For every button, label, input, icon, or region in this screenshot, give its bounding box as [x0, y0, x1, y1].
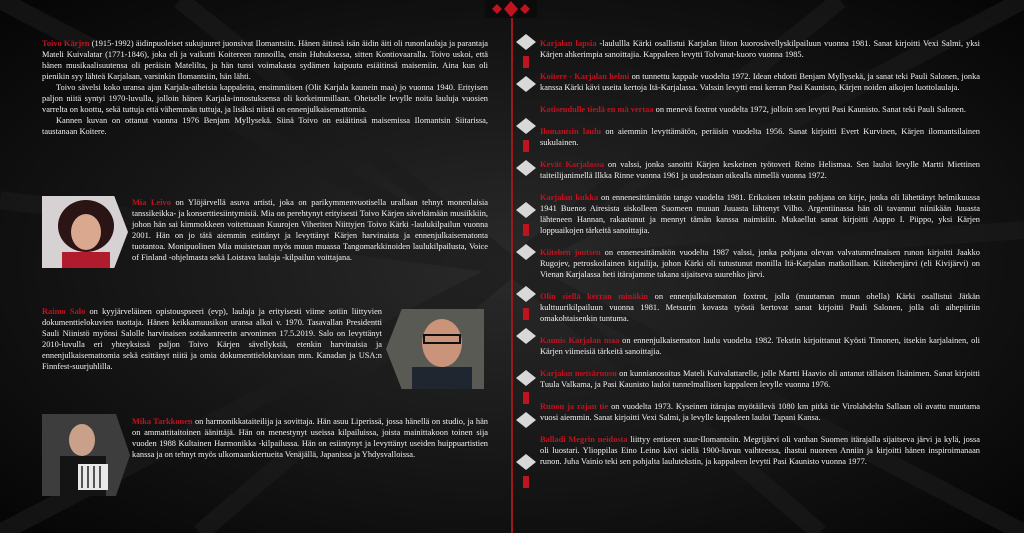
track-text: -laulullla Kärki osallistui Karjalan liiton kuorosävellyskilpailuun vuonna 1981. Sanat kirjoitti Vexi Salmi, yksi Kärjen ahkerimpia sanoittajia. Kappaleen levytti Tolvanat-kuoro vuonna 1985. — [540, 39, 980, 59]
track-title: Olin siellä kerran minäkin — [540, 292, 649, 301]
track-title: Karjalan lapsia — [540, 39, 597, 48]
track-note — [540, 335, 980, 357]
track-title: Kotiseudulle tiedä en mä vertaa — [540, 105, 654, 114]
track-note — [540, 104, 980, 115]
track-text: on kunnianosoitus Mateli Kuivalattarelle, jolle Martti Haavio oli antanut tällaisen lisänimen. Sanat kirjoitti Tuula Valkama, ja Pasi Kaunisto lauloi tunnelmallisen kappaleen levylle vuonna 1976. — [540, 369, 980, 389]
track-note — [540, 71, 980, 93]
track-text: on ennenjulkaisematon foxtrot, jolla (muutaman muun ohella) Kärki osallistui Jätkän kulttuurikilpailuun vuonna 1981. Metsurin kovasta työstä kertovat sanat kirjoitti Pauli Salonen, jolla oli aihepiiriin omakohtaisenkin tuntuma. — [540, 292, 980, 323]
raimo-salo-photo — [386, 309, 484, 389]
track-title: Kevät Karjalassa — [540, 160, 604, 169]
track-title: Runon ja rajan tie — [540, 402, 609, 411]
intro-text: Kannen kuvan on ottanut vuonna 1976 Benjam Myllysekä. Siinä Toivo on esiäitinsä maisemissa Ilomantsin Siitarissa, taustanaan Koitere. — [42, 116, 488, 136]
track-text: on vuodelta 1973. Kyseinen itärajaa myötäilevä 1080 km pitkä tie Virolahdelta Sallaan oli avattu muutama vuosi aiemmin. Sanat kirjoitti Vexi Salmi, ja levylle kappaleen lauloi Tapani Kansa. — [540, 402, 980, 422]
track-title: Ilomantsin laulu — [540, 127, 602, 136]
track-text: on ennenesittämätön vuodelta 1987 valssi, jonka pohjana olevan valvatunnelmaisen runon kirjoitti Jaakko Rugojev, petroskoilainen kirjailija, johon Kärki oli tutustunut monilla Itä-Karjalan matkoillaan. Kiitehenjärvi (eli Kivijärvi) on Vienan Karjalassa heti itärajamme takana sijaitseva suurehko järvi. — [540, 248, 980, 279]
bio-name: Mia Leivo — [132, 198, 171, 207]
ornament-icon — [485, 0, 537, 18]
track-title: Kiitehen joutsen — [540, 248, 601, 257]
mia-leivo-photo — [42, 196, 128, 268]
track-title: Karjalan metsäruusu — [540, 369, 617, 378]
track-text: on valssi, jonka sanoitti Kärjen keskeinen työtoveri Reino Helismaa. Sen lauloi levylle Martti Miettinen taiteilijanimellä Ilkka Rinne vuonna 1961 ja uudestaan oikealla nimellä vuonna 1972. — [540, 160, 980, 180]
track-title: Balladi Megrin neidosta — [540, 435, 628, 444]
mika-tarkkonen-photo — [42, 414, 130, 496]
portrait-icon — [386, 309, 484, 389]
bio-text: on harmonikkataiteilija ja sovittaja. Hän asuu Liperissä, jossa hänellä on studio, ja hän on ammattitaitoinen äänittäjä. Hän on menestynyt useissa kilpailuissa, joista mainittakoon toinen sija vuoden 1988 Kultainen Harmonikka -kilpailussa. Hän on esiintynyt ja levyttänyt useiden huippuartistien kanssa ja on tehnyt myös ulkomaankiertueita Venäjällä, Japanissa ja Yhdysvalloissa. — [132, 417, 488, 459]
track-text: on menevä foxtrot vuodelta 1972, jolloin sen levytti Pasi Kaunisto. Sanat teki Pauli Salonen. — [653, 105, 966, 114]
portrait-icon — [42, 414, 130, 496]
left-column — [42, 38, 488, 137]
track-notes — [540, 38, 980, 478]
track-text: liittyy entiseen suur-Ilomantsiin. Megrijärvi oli vanhan Suomen itärajalla sijaitseva järvi ja kylä, jossa oli luostari. Ylioppilas Eino Leino kävi siellä 1900-luvun vaihteessa, ihastui nuoreen Anniin ja kirjoitti hänen inspiroimanaan runon. Juha Vainio teki sen pohjalta laulutekstin, ja kappaleen levytti Pasi Kaunisto vuonna 1977. — [540, 435, 980, 466]
track-text: on tunnettu kappale vuodelta 1972. Idean ehdotti Benjam Myllysekä, ja sanat teki Pauli Salonen, jonka kanssa Kärki kävi useita kertoja Itä-Karjalassa. Valssin levytti ensi kerran Pasi Kaunisto, Kärjen noiden aikojen luottolaulaja. — [540, 72, 980, 92]
track-note — [540, 192, 980, 236]
portrait-icon — [42, 196, 128, 268]
track-note — [540, 38, 980, 60]
track-title: Karjalan kukka — [540, 193, 599, 202]
bio-mia-leivo — [132, 197, 488, 263]
bio-text: on Ylöjärvellä asuva artisti, joka on parikymmenvuotisella urallaan tehnyt monenlaisia tanssikeikka- ja konserttiesiintymisiä. Mia on perehtynyt erityisesti Toivo Kärjen säveltämään musiikkiin, johon hän sai kimmokkeen voitettuaan Kuurojen Viheriten Niittyjen Toivo Kärki -laulukilpailun vuonna 2001. Hän on jo tätä aiemmin esittänyt ja levyttänyt Kärjen harvinaista ja ennenjulkaisematonta tuotantoa. Monipuolinen Mia muistetaan myös muun muassa Tangomarkkinoiden laulukilpailusta, Voice of Finland -ohjelmasta sekä Loistava laulaja -kilpailun voittajana. — [132, 198, 488, 262]
intro-text: Toivo sävelsi koko uransa ajan Karjala-aiheisia kappaleita, ensimmäisen (Olit Karjala kaunein maa) jo vuonna 1940. Erityisen paljon niitä syntyi 1970-luvulla, jolloin hänen Karjala-innostuksensa oli korkeimmillaan. Oheiselle levylle noita lauluja vuosien varrelta on koottu, sekä tuttuja että vähemmän tuttuja, ja lisäksi niistä on ennenjulkaisemattomia. — [42, 83, 488, 114]
track-note — [540, 291, 980, 324]
track-note — [540, 401, 980, 423]
track-text: on aiemmin levyttämätön, peräisin vuodelta 1956. Sanat kirjoitti Evert Kurvinen, Kärjen ilomantsilainen sukulainen. — [540, 127, 980, 147]
intro-text: (1915-1992) äidinpuoleiset sukujuuret juonsivat Ilomantsiin. Hänen äitinsä isän äidin äiti oli runonlaulaja ja parantaja Mateli Kuivalatar (1771-1846), joka eli ja vaikutti Koitereen rannoilla, ensin Huhuksessa, sitten Kontiovaaralla. Toivo uskoi, että hänen musikaalisuutensa oli peräisin Matelilta, ja hän tunsi voimakasta sydämen kaipuuta esiäitinsä maisemiin. Aina kun oli pienikin syy lähteä Karjalaan, varsinkin Ilomantsiin, hän lähti. — [42, 39, 488, 81]
spine-pattern-icon — [512, 34, 540, 494]
track-note — [540, 368, 980, 390]
bio-text: on kyyjärveläinen opistouspseeri (evp), laulaja ja erityisesti viime sotiin liittyvien dokumenttielokuvien tuottaja. Hänen keikkamuusikon uransa alkoi v. 1970. Tasavallan Presidentti Sauli Niinistö myönsi Salolle harvinaisen sotakamreerin arvonimen 17.5.2019. Salo on levyttänyt 2010-luvulla eri yhteyksissä paljon Toivo Kärjen sävellyksiä, etenkin harvinaisia ja ennenjulkaisemattomia sekä esittänyt niitä ja omia dokumenttielokuviaan mm. Kanadan ja USA:n Finnfest-suurjuhlilla. — [42, 307, 382, 371]
bio-name: Mika Tarkkonen — [132, 417, 193, 426]
track-note — [540, 434, 980, 467]
bio-name: Raimo Salo — [42, 307, 86, 316]
intro-paragraph-2 — [42, 82, 488, 115]
track-title: Koitere - Karjalan helmi — [540, 72, 630, 81]
track-note — [540, 126, 980, 148]
track-text: on ennenjulkaisematon laulu vuodelta 1982. Tekstin kirjoittanut Kyösti Timonen, itsekin karjalainen, oli Kärjen viimeisiä tärkeitä sanoittajia. — [540, 336, 980, 356]
intro-paragraph-1 — [42, 38, 488, 82]
track-note — [540, 159, 980, 181]
track-text: on ennenesittämätön tango vuodelta 1981. Erikoisen tekstin pohjana on kirje, jonka oli lähettänyt helmikuussa 1941 Buenos Airesista siskolleen Suomeen muuan Juuasta lähtenyt Vilho. Argentiinassa hän oli tavannut niinikään Juuasta lähteneen Hannan, rakastunut ja mennyt tämän kanssa naimisiin. Mukaellut sanat kirjoitti Aappo I. Piippo, yksi Kärjen loppuaikojen tärkeitä sanoittajia. — [540, 193, 980, 235]
track-title: Kaunis Karjalan maa — [540, 336, 620, 345]
intro-paragraph-3 — [42, 115, 488, 137]
bio-mika-tarkkonen — [132, 416, 488, 460]
track-note — [540, 247, 980, 280]
bio-raimo-salo — [42, 306, 382, 372]
artist-name: Toivo Kärjen — [42, 39, 90, 48]
